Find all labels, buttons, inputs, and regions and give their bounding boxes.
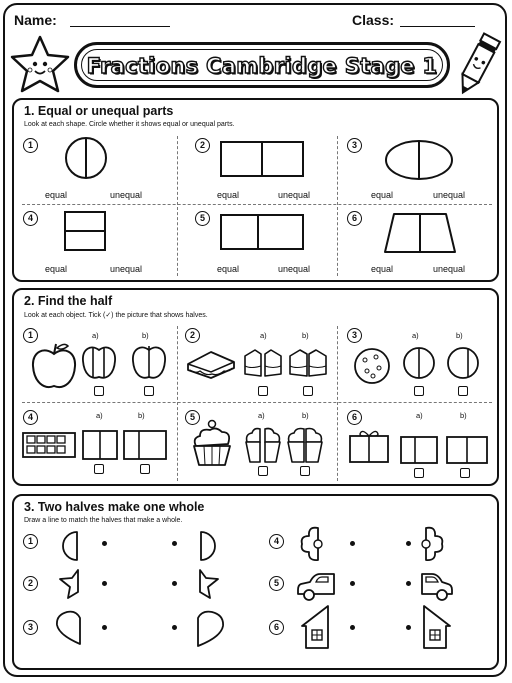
s2-checkbox-b[interactable] <box>140 464 150 474</box>
match-dot[interactable] <box>350 625 355 630</box>
match-dot[interactable] <box>406 541 411 546</box>
match-dot[interactable] <box>102 625 107 630</box>
s2-option-a: a) <box>96 411 103 420</box>
half-heart-left-icon <box>54 610 82 646</box>
sandwich-cut-icon <box>243 346 283 380</box>
s2-option-b: b) <box>460 411 467 420</box>
s2-item-number: 5 <box>185 410 200 425</box>
section-equal-unequal <box>12 98 499 282</box>
half-star-right-icon <box>196 568 220 600</box>
section1-title: 1. Equal or unequal parts <box>24 104 174 118</box>
s2-option-a: a) <box>416 411 423 420</box>
s2-checkbox-a[interactable] <box>414 386 424 396</box>
s2-checkbox-b[interactable] <box>303 386 313 396</box>
s2-option-b: b) <box>138 411 145 420</box>
s2-checkbox-a[interactable] <box>258 466 268 476</box>
s2-option-a: a) <box>92 331 99 340</box>
page-title: Fractions Cambridge Stage 1 <box>86 54 438 78</box>
s1-option-unequal[interactable]: unequal <box>110 264 143 274</box>
cookie-icon <box>352 346 392 386</box>
pencil-mascot-icon <box>452 30 502 102</box>
circle-halves-icon <box>402 346 436 380</box>
match-dot[interactable] <box>406 625 411 630</box>
half-star-left-icon <box>58 568 82 600</box>
cupcake-cut-icon <box>286 424 324 464</box>
match-dot[interactable] <box>172 541 177 546</box>
oval-halves-shape <box>384 139 454 181</box>
rectangle-halves-icon <box>82 430 118 460</box>
sandwich-cut-icon <box>288 346 328 380</box>
s2-checkbox-a[interactable] <box>94 464 104 474</box>
s1-option-unequal[interactable]: unequal <box>110 190 143 200</box>
match-dot[interactable] <box>406 581 411 586</box>
half-house-left-icon <box>300 604 330 650</box>
s2-checkbox-b[interactable] <box>300 466 310 476</box>
half-circle-right-icon <box>198 530 218 562</box>
apple-halves-icon <box>130 344 168 382</box>
s3-item-number: 1 <box>23 534 38 549</box>
name-label: Name: <box>14 12 57 28</box>
s2-item-number: 1 <box>23 328 38 343</box>
rectangle-halves-shape <box>220 141 304 177</box>
rectangle-unequal-parts-icon <box>400 436 438 464</box>
half-car-right-icon <box>420 570 454 602</box>
sandwich-icon <box>186 350 236 382</box>
title-banner <box>74 42 450 88</box>
section2-instruction: Look at each object. Tick (✓) the picture that shows halves. <box>24 312 208 319</box>
s1-item-number: 4 <box>23 211 38 226</box>
half-heart-right-icon <box>196 610 226 648</box>
circle-halves-shape <box>64 136 108 180</box>
s2-option-a: a) <box>260 331 267 340</box>
s1-item-number: 2 <box>195 138 210 153</box>
trapezoid-halves-shape <box>384 213 456 253</box>
s2-item-number: 4 <box>23 410 38 425</box>
s1-option-equal[interactable]: equal <box>45 190 68 200</box>
rectangle-horizontal-halves-shape <box>64 211 106 251</box>
star-mascot-icon <box>8 34 72 94</box>
s1-option-equal[interactable]: equal <box>217 264 240 274</box>
s2-checkbox-b[interactable] <box>460 468 470 478</box>
section2-title: 2. Find the half <box>24 294 113 308</box>
half-flower-left-icon <box>300 526 322 562</box>
circle-unequal-parts-icon <box>446 346 480 380</box>
s2-checkbox-b[interactable] <box>458 386 468 396</box>
rectangle-unequal-parts-icon <box>123 430 167 460</box>
s3-item-number: 5 <box>269 576 284 591</box>
name-field[interactable] <box>70 26 170 27</box>
half-car-left-icon <box>296 570 336 602</box>
s3-item-number: 3 <box>23 620 38 635</box>
s3-item-number: 4 <box>269 534 284 549</box>
s1-option-equal[interactable]: equal <box>217 190 240 200</box>
match-dot[interactable] <box>102 541 107 546</box>
rectangle-halves-icon <box>446 436 488 464</box>
match-dot[interactable] <box>350 581 355 586</box>
s2-checkbox-a[interactable] <box>258 386 268 396</box>
s2-option-b: b) <box>456 331 463 340</box>
s2-item-number: 2 <box>185 328 200 343</box>
s2-option-b: b) <box>302 331 309 340</box>
s1-option-unequal[interactable]: unequal <box>278 264 311 274</box>
match-dot[interactable] <box>172 625 177 630</box>
s1-item-number: 3 <box>347 138 362 153</box>
s1-option-equal[interactable]: equal <box>371 190 394 200</box>
section1-instruction: Look at each shape. Circle whether it shows equal or unequal parts. <box>24 121 235 128</box>
s2-option-a: a) <box>258 411 265 420</box>
gift-icon <box>348 428 390 464</box>
section3-title: 3. Two halves make one whole <box>24 500 205 514</box>
s1-option-unequal[interactable]: unequal <box>433 264 466 274</box>
s1-item-number: 5 <box>195 211 210 226</box>
s3-item-number: 2 <box>23 576 38 591</box>
cupcake-cut-icon <box>244 424 282 464</box>
cupcake-icon <box>190 418 234 468</box>
rectangle-halves-shape <box>220 214 304 250</box>
chocolate-bar-icon <box>22 432 76 458</box>
half-house-right-icon <box>422 604 452 650</box>
section3-instruction: Draw a line to match the halves that make a whole. <box>24 517 183 524</box>
match-dot[interactable] <box>102 581 107 586</box>
s1-item-number: 1 <box>23 138 38 153</box>
half-flower-right-icon <box>422 526 444 562</box>
s1-option-unequal[interactable]: unequal <box>278 190 311 200</box>
s2-option-b: b) <box>142 331 149 340</box>
s2-item-number: 3 <box>347 328 362 343</box>
s1-option-equal[interactable]: equal <box>371 264 394 274</box>
s3-item-number: 6 <box>269 620 284 635</box>
s2-checkbox-b[interactable] <box>144 386 154 396</box>
s2-item-number: 6 <box>347 410 362 425</box>
s1-option-unequal[interactable]: unequal <box>433 190 466 200</box>
apple-unequal-parts-icon <box>80 344 118 382</box>
class-label: Class: <box>352 12 395 28</box>
s2-checkbox-a[interactable] <box>414 468 424 478</box>
s1-item-number: 6 <box>347 211 362 226</box>
apple-icon <box>30 342 78 392</box>
s2-option-b: b) <box>302 411 309 420</box>
match-dot[interactable] <box>350 541 355 546</box>
s2-checkbox-a[interactable] <box>94 386 104 396</box>
s2-option-a: a) <box>412 331 419 340</box>
s1-option-equal[interactable]: equal <box>45 264 68 274</box>
half-circle-left-icon <box>60 530 80 562</box>
match-dot[interactable] <box>172 581 177 586</box>
class-field[interactable] <box>400 26 475 27</box>
